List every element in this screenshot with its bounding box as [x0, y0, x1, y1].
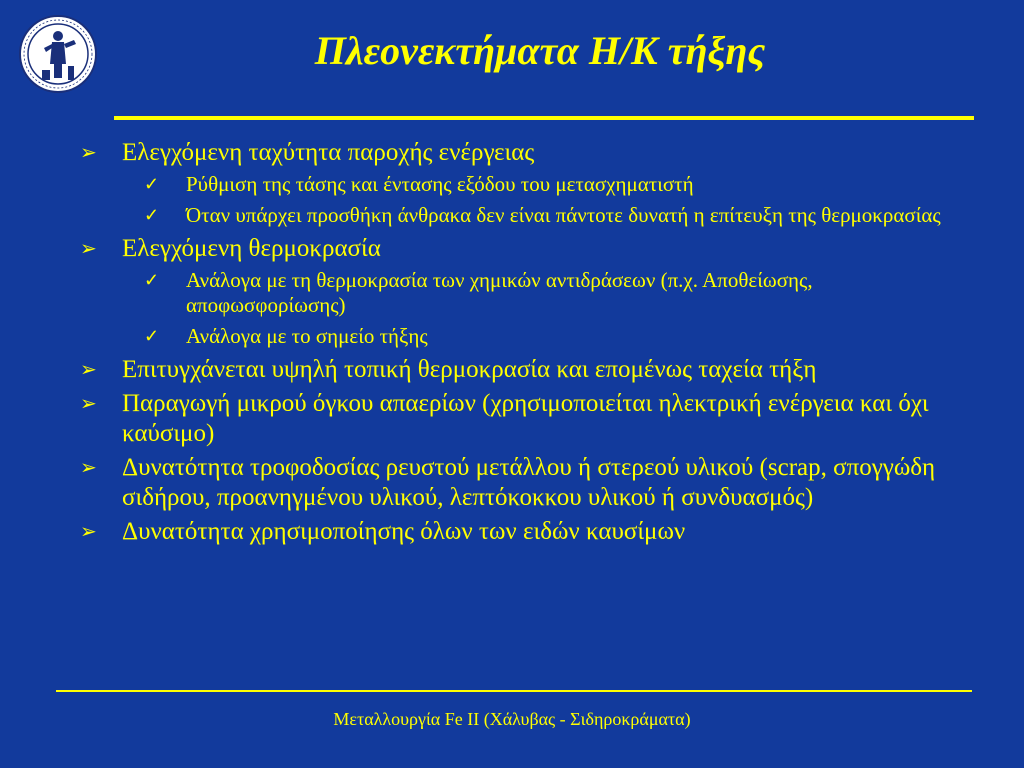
bullet-item: [80, 138, 960, 168]
bullet-item: [80, 517, 960, 547]
bullet-item: [80, 234, 960, 264]
sub-bullet-item: [144, 324, 960, 349]
bullet-item: [80, 389, 960, 449]
sub-bullet-text: Ρύθμιση της τάσης και έντασης εξόδου του μετασχηματιστή: [186, 172, 694, 196]
sub-bullet-text: Ανάλογα με το σημείο τήξης: [186, 324, 428, 348]
checkmark-icon: ✓: [144, 326, 160, 346]
arrow-bullet-icon: ➢: [80, 238, 97, 260]
bullet-text: Επιτυγχάνεται υψηλή τοπική θερμοκρασία και επομένως ταχεία τήξη: [122, 356, 817, 383]
sub-bullet-text: Ανάλογα με τη θερμοκρασία των χημικών αντιδράσεων (π.χ. Αποθείωσης, αποφωσφορίωσης): [186, 268, 813, 317]
sub-bullet-item: [144, 268, 960, 318]
arrow-bullet-icon: ➢: [80, 457, 97, 479]
arrow-bullet-icon: ➢: [80, 393, 97, 415]
bullet-text: Δυνατότητα χρησιμοποίησης όλων των ειδών καυσίμων: [122, 518, 686, 545]
bullet-text: Δυνατότητα τροφοδοσίας ρευστού μετάλλου ή στερεού υλικού (scrap, σπογγώδη σιδήρου, προανηγμένου υλικού, λεπτόκοκκου υλικού ή συνδυασμός): [122, 454, 936, 511]
sub-bullet-item: [144, 203, 960, 228]
checkmark-icon: ✓: [144, 174, 160, 194]
bullet-text: Ελεγχόμενη ταχύτητα παροχής ενέργειας: [122, 139, 535, 166]
bullet-list: [80, 138, 960, 551]
arrow-bullet-icon: ➢: [80, 142, 97, 164]
sub-bullet-item: [144, 172, 960, 197]
slide-footer: Μεταλλουργία Fe II (Χάλυβας - Σιδηροκράματα): [333, 709, 691, 729]
bullet-text: Ελεγχόμενη θερμοκρασία: [122, 235, 381, 262]
sub-bullet-text: Όταν υπάρχει προσθήκη άνθρακα δεν είναι πάντοτε δυνατή η επίτευξη της θερμοκρασίας: [186, 203, 941, 227]
title-divider: [114, 116, 974, 120]
arrow-bullet-icon: ➢: [80, 521, 97, 543]
university-seal-icon: [18, 14, 98, 94]
bullet-item: [80, 355, 960, 385]
slide-title: Πλεονεκτήματα Η/Κ τήξης: [314, 28, 766, 73]
arrow-bullet-icon: ➢: [80, 359, 97, 381]
checkmark-icon: ✓: [144, 270, 160, 290]
footer-divider: [56, 690, 972, 692]
bullet-text: Παραγωγή μικρού όγκου απαερίων (χρησιμοποιείται ηλεκτρική ενέργεια και όχι καύσιμο): [122, 390, 929, 447]
bullet-item: [80, 453, 960, 513]
checkmark-icon: ✓: [144, 205, 160, 225]
